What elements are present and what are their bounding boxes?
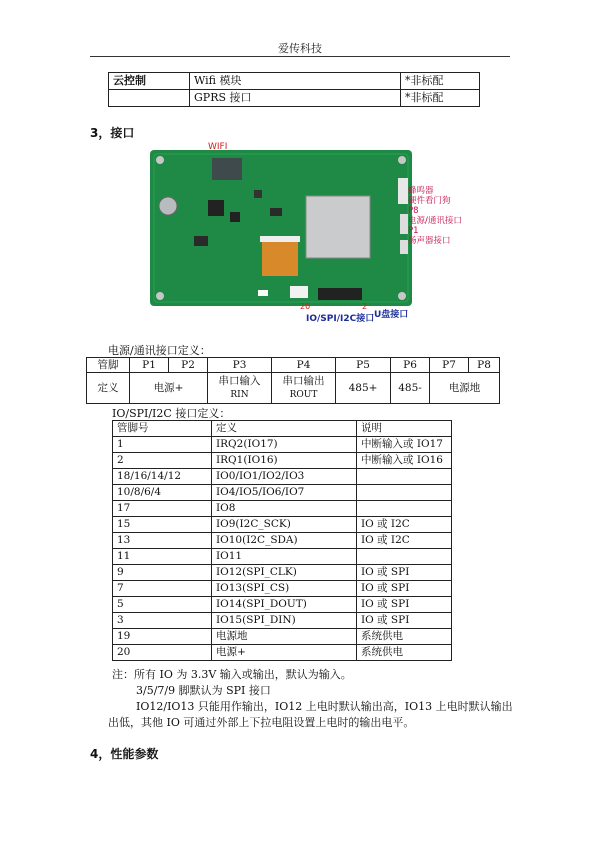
- table-cell: IO11: [212, 549, 357, 565]
- header-rule: [90, 56, 510, 57]
- header-cell: P4: [272, 358, 336, 373]
- header-cell: P3: [208, 358, 272, 373]
- table-cell: [272, 373, 336, 404]
- page-header: 爱传科技: [278, 42, 322, 55]
- table-header-row: [113, 421, 452, 437]
- table-cell: 485-: [391, 373, 430, 404]
- table-row: [113, 517, 452, 533]
- table-cell: IO0/IO1/IO2/IO3: [212, 469, 357, 485]
- table-cell: 1: [113, 437, 212, 453]
- table-cell: 电源+: [130, 373, 208, 404]
- table-cell: 19: [113, 629, 212, 645]
- table-cell: 电源地: [212, 629, 357, 645]
- table-row: [113, 469, 452, 485]
- table-row: [113, 533, 452, 549]
- power-port-text: 电源/通讯接口: [408, 216, 462, 226]
- header-cell: P6: [391, 358, 430, 373]
- note-line-2: 3/5/7/9 脚默认为 SPI 接口: [136, 684, 271, 697]
- table-cell: IO15(SPI_DIN): [212, 613, 357, 629]
- table-cell: IO 或 I2C: [357, 533, 452, 549]
- table-cell: 系统供电: [357, 645, 452, 661]
- table-cell: 485+: [336, 373, 391, 404]
- speaker-text: 扬声器接口: [408, 236, 451, 246]
- wifi-label: WIFI: [208, 142, 228, 152]
- header-cell: P8: [469, 358, 500, 373]
- udisk-label: U盘接口: [374, 310, 409, 320]
- cell-line: ROUT: [289, 390, 318, 400]
- table-row: [113, 485, 452, 501]
- io-port-label: IO/SPI/I2C接口: [306, 314, 375, 324]
- power-comm-table: [86, 357, 500, 404]
- table-cell: [109, 90, 190, 107]
- header-cell: 定义: [212, 421, 357, 437]
- cell-line: 串口输出: [282, 375, 325, 387]
- cell-line: RIN: [230, 390, 249, 400]
- header-cell: 管脚号: [113, 421, 212, 437]
- table-cell: IO10(I2C_SDA): [212, 533, 357, 549]
- table-row: [113, 549, 452, 565]
- table-row: [113, 501, 452, 517]
- table-cell: IO13(SPI_CS): [212, 581, 357, 597]
- table-cell: 电源+: [212, 645, 357, 661]
- table-row: [87, 373, 500, 404]
- table-cell: 10/8/6/4: [113, 485, 212, 501]
- table-cell: [357, 549, 452, 565]
- note-line-3: IO12/IO13 只能用作输出，IO12 上电时默认输出高，IO13 上电时默认输出: [136, 700, 513, 713]
- table-cell: IO14(SPI_DOUT): [212, 597, 357, 613]
- table-cell: 18/16/14/12: [113, 469, 212, 485]
- table-cell: IO4/IO5/IO6/IO7: [212, 485, 357, 501]
- table-cell: IO 或 SPI: [357, 565, 452, 581]
- note-line-1: 注：所有 IO 为 3.3V 输入或输出，默认为输入。: [112, 668, 352, 681]
- table-cell: 2: [113, 453, 212, 469]
- header-cell: P1: [130, 358, 169, 373]
- buzzer-label: [408, 186, 462, 246]
- table-row: [113, 581, 452, 597]
- header-cell: P5: [336, 358, 391, 373]
- p1-text: P1: [408, 226, 419, 236]
- table-cell: 系统供电: [357, 629, 452, 645]
- table-row: [113, 613, 452, 629]
- io-table-caption: IO/SPI/I2C 接口定义：: [112, 407, 231, 420]
- table-cell: IO 或 SPI: [357, 613, 452, 629]
- table-row: [113, 597, 452, 613]
- cloud-control-table: [108, 72, 480, 107]
- table-cell: Wifi 模块: [190, 73, 401, 90]
- ribbon-cable: [262, 242, 298, 276]
- shield-can: [306, 196, 370, 258]
- table-cell: IO12(SPI_CLK): [212, 565, 357, 581]
- header-cell: P2: [169, 358, 208, 373]
- table-cell: 9: [113, 565, 212, 581]
- table-row: [113, 645, 452, 661]
- table-cell: IRQ1(IO16): [212, 453, 357, 469]
- table-cell: 云控制: [109, 73, 190, 90]
- header-cell: 说明: [357, 421, 452, 437]
- table-cell: 5: [113, 597, 212, 613]
- table-cell: [357, 485, 452, 501]
- p8-text: P8: [408, 206, 419, 216]
- section-3-title: 3，接口: [90, 126, 135, 140]
- header-cell: 管脚: [87, 358, 130, 373]
- table-cell: *非标配: [401, 73, 480, 90]
- table-cell: 中断输入或 IO17: [357, 437, 452, 453]
- table-cell: [357, 469, 452, 485]
- table-cell: IO8: [212, 501, 357, 517]
- watchdog-text: 硬件看门狗: [408, 196, 451, 206]
- table-row: [113, 629, 452, 645]
- cell-line: 串口输入: [218, 375, 261, 387]
- table-row: [113, 565, 452, 581]
- table-cell: 11: [113, 549, 212, 565]
- table-cell: IO 或 SPI: [357, 597, 452, 613]
- table-cell: 13: [113, 533, 212, 549]
- table-cell: 17: [113, 501, 212, 517]
- table-cell: 3: [113, 613, 212, 629]
- table-cell: [357, 501, 452, 517]
- table-row: [109, 90, 480, 107]
- table-cell: IO 或 I2C: [357, 517, 452, 533]
- pin-2-label: 2: [362, 302, 368, 311]
- table-cell: 7: [113, 581, 212, 597]
- table-row: [113, 437, 452, 453]
- table-cell: 电源地: [430, 373, 500, 404]
- pin-20-label: 20: [300, 302, 311, 311]
- table-cell: IO9(I2C_SCK): [212, 517, 357, 533]
- table-header-row: [87, 358, 500, 373]
- io-spi-i2c-table: [112, 420, 452, 661]
- table-row: [109, 73, 480, 90]
- table-row: [113, 453, 452, 469]
- pcb: [150, 150, 412, 306]
- table-cell: [208, 373, 272, 404]
- table-cell: *非标配: [401, 90, 480, 107]
- table-cell: 20: [113, 645, 212, 661]
- power-table-caption: 电源/通讯接口定义：: [108, 344, 211, 357]
- table-cell: IO 或 SPI: [357, 581, 452, 597]
- battery-icon: [159, 197, 177, 215]
- io-header: [318, 288, 362, 300]
- table-cell: 定义: [87, 373, 130, 404]
- board-photo: [150, 150, 412, 306]
- table-cell: 中断输入或 IO16: [357, 453, 452, 469]
- section-4-title: 4，性能参数: [90, 747, 159, 761]
- note-line-4: 出低，其他 IO 可通过外部上下拉电阻设置上电时的输出电平。: [108, 716, 415, 729]
- table-cell: GPRS 接口: [190, 90, 401, 107]
- table-cell: 15: [113, 517, 212, 533]
- table-cell: IRQ2(IO17): [212, 437, 357, 453]
- buzzer-text: 蜂鸣器: [408, 186, 434, 196]
- wifi-module: [212, 158, 242, 180]
- header-cell: P7: [430, 358, 469, 373]
